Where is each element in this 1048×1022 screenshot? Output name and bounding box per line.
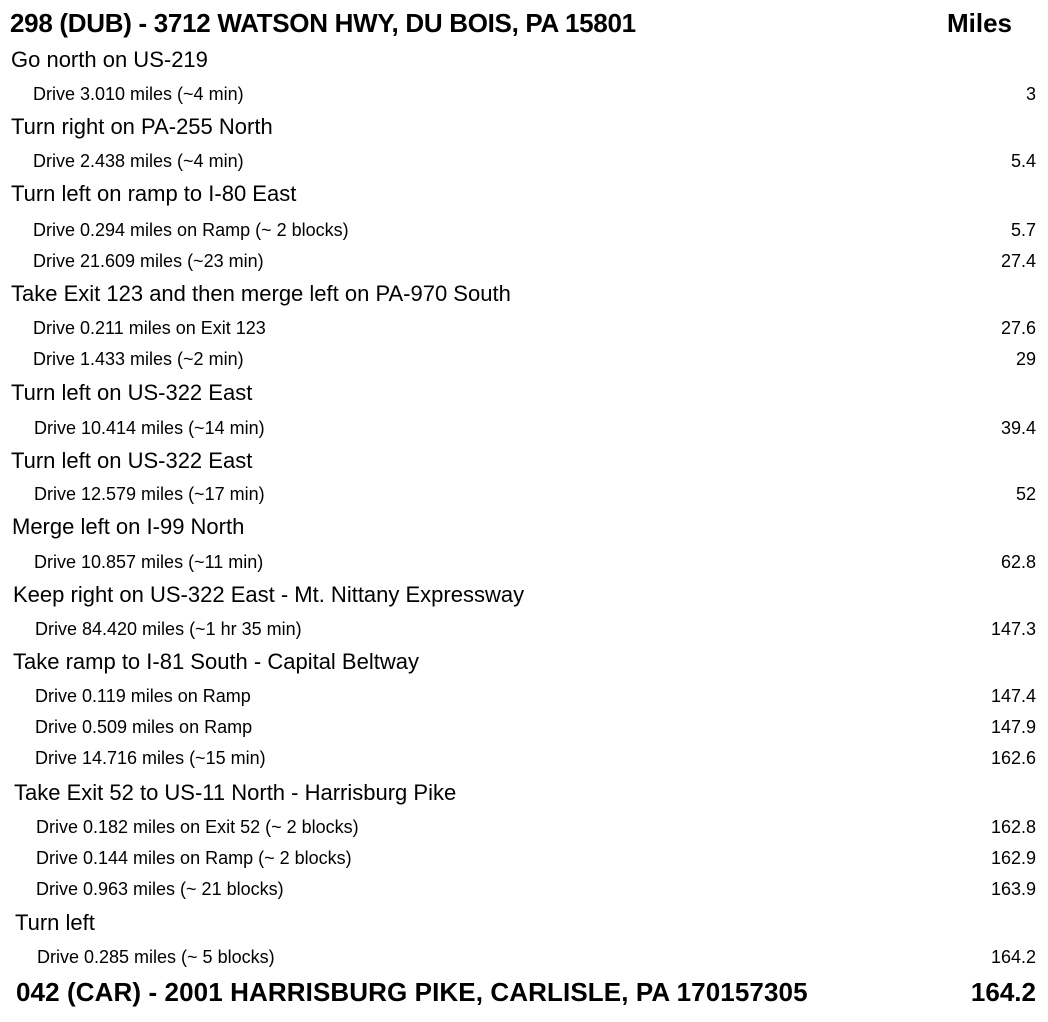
drive-segment-text: Drive 12.579 miles (~17 min) xyxy=(34,484,265,504)
drive-segment-text: Drive 84.420 miles (~1 hr 35 min) xyxy=(35,619,302,639)
cumulative-miles: 147.9 xyxy=(990,717,1036,737)
cumulative-miles: 147.3 xyxy=(990,619,1036,639)
direction-instruction xyxy=(0,114,1048,144)
instruction-text: Turn right on PA-255 North xyxy=(11,114,273,139)
instruction-text: Turn left xyxy=(15,910,95,935)
cumulative-miles: 163.9 xyxy=(990,879,1036,899)
drive-segment-text: Drive 0.211 miles on Exit 123 xyxy=(33,318,266,338)
drive-segment xyxy=(0,318,1048,342)
direction-instruction xyxy=(0,448,1048,478)
drive-segment xyxy=(0,349,1048,373)
drive-segment-text: Drive 0.509 miles on Ramp xyxy=(35,717,253,737)
drive-segment xyxy=(0,220,1048,244)
direction-instruction xyxy=(0,582,1048,612)
cumulative-miles: 5.4 xyxy=(1010,151,1036,171)
miles-column-header: Miles xyxy=(946,8,1012,38)
cumulative-miles: 27.4 xyxy=(1000,251,1036,271)
drive-segment xyxy=(0,879,1048,903)
drive-segment xyxy=(0,947,1048,971)
instruction-text: Turn left on US-322 East xyxy=(11,380,253,405)
cumulative-miles: 162.9 xyxy=(990,848,1036,868)
drive-segment-text: Drive 0.144 miles on Ramp (~ 2 blocks) xyxy=(36,848,352,868)
drive-segment xyxy=(0,686,1048,710)
cumulative-miles: 162.8 xyxy=(990,817,1036,837)
destination-address: 042 (CAR) - 2001 HARRISBURG PIKE, CARLISLE, PA 170157305 xyxy=(16,977,808,1007)
drive-segment-text: Drive 0.285 miles (~ 5 blocks) xyxy=(37,947,275,967)
cumulative-miles: 164.2 xyxy=(990,947,1036,967)
drive-segment xyxy=(0,619,1048,643)
drive-segment-text: Drive 1.433 miles (~2 min) xyxy=(33,349,244,369)
total-miles: 164.2 xyxy=(970,977,1036,1007)
direction-instruction xyxy=(0,380,1048,410)
drive-segment xyxy=(0,817,1048,841)
drive-segment xyxy=(0,151,1048,175)
instruction-text: Turn left on ramp to I-80 East xyxy=(11,181,297,206)
drive-segment-text: Drive 0.182 miles on Exit 52 (~ 2 blocks) xyxy=(36,817,359,837)
drive-segment-text: Drive 10.414 miles (~14 min) xyxy=(34,418,265,438)
direction-instruction xyxy=(0,649,1048,679)
cumulative-miles: 29 xyxy=(1015,349,1036,369)
drive-segment-text: Drive 3.010 miles (~4 min) xyxy=(33,84,244,104)
direction-instruction xyxy=(0,181,1048,211)
direction-instruction xyxy=(0,47,1048,77)
drive-segment-text: Drive 2.438 miles (~4 min) xyxy=(33,151,244,171)
drive-segment xyxy=(0,484,1048,508)
origin-address: 298 (DUB) - 3712 WATSON HWY, DU BOIS, PA 15801 xyxy=(10,8,636,38)
direction-instruction xyxy=(0,910,1048,940)
cumulative-miles: 162.6 xyxy=(990,748,1036,768)
cumulative-miles: 39.4 xyxy=(1000,418,1036,438)
cumulative-miles: 3 xyxy=(1025,84,1036,104)
instruction-text: Keep right on US-322 East - Mt. Nittany Expressway xyxy=(13,582,525,607)
cumulative-miles: 5.7 xyxy=(1010,220,1036,240)
origin-header-row xyxy=(0,8,1048,42)
drive-segment xyxy=(0,717,1048,741)
instruction-text: Take ramp to I-81 South - Capital Beltway xyxy=(13,649,419,674)
drive-segment-text: Drive 21.609 miles (~23 min) xyxy=(33,251,264,271)
instruction-text: Turn left on US-322 East xyxy=(11,448,253,473)
drive-segment xyxy=(0,552,1048,576)
drive-segment xyxy=(0,848,1048,872)
drive-segment xyxy=(0,251,1048,275)
drive-segment-text: Drive 0.119 miles on Ramp xyxy=(35,686,251,706)
drive-segment-text: Drive 0.294 miles on Ramp (~ 2 blocks) xyxy=(33,220,349,240)
instruction-text: Take Exit 123 and then merge left on PA-970 South xyxy=(11,281,511,306)
direction-instruction xyxy=(0,514,1048,544)
instruction-text: Go north on US-219 xyxy=(11,47,208,72)
cumulative-miles: 27.6 xyxy=(1000,318,1036,338)
drive-segment-text: Drive 0.963 miles (~ 21 blocks) xyxy=(36,879,284,899)
drive-segment xyxy=(0,418,1048,442)
direction-instruction xyxy=(0,780,1048,810)
destination-footer-row xyxy=(0,977,1048,1015)
instruction-text: Merge left on I-99 North xyxy=(12,514,245,539)
drive-segment-text: Drive 14.716 miles (~15 min) xyxy=(35,748,266,768)
direction-instruction xyxy=(0,281,1048,311)
cumulative-miles: 52 xyxy=(1015,484,1036,504)
drive-segment xyxy=(0,84,1048,108)
cumulative-miles: 147.4 xyxy=(990,686,1036,706)
drive-segment-text: Drive 10.857 miles (~11 min) xyxy=(34,552,264,572)
drive-segment xyxy=(0,748,1048,772)
cumulative-miles: 62.8 xyxy=(1000,552,1036,572)
instruction-text: Take Exit 52 to US-11 North - Harrisburg Pike xyxy=(14,780,457,805)
